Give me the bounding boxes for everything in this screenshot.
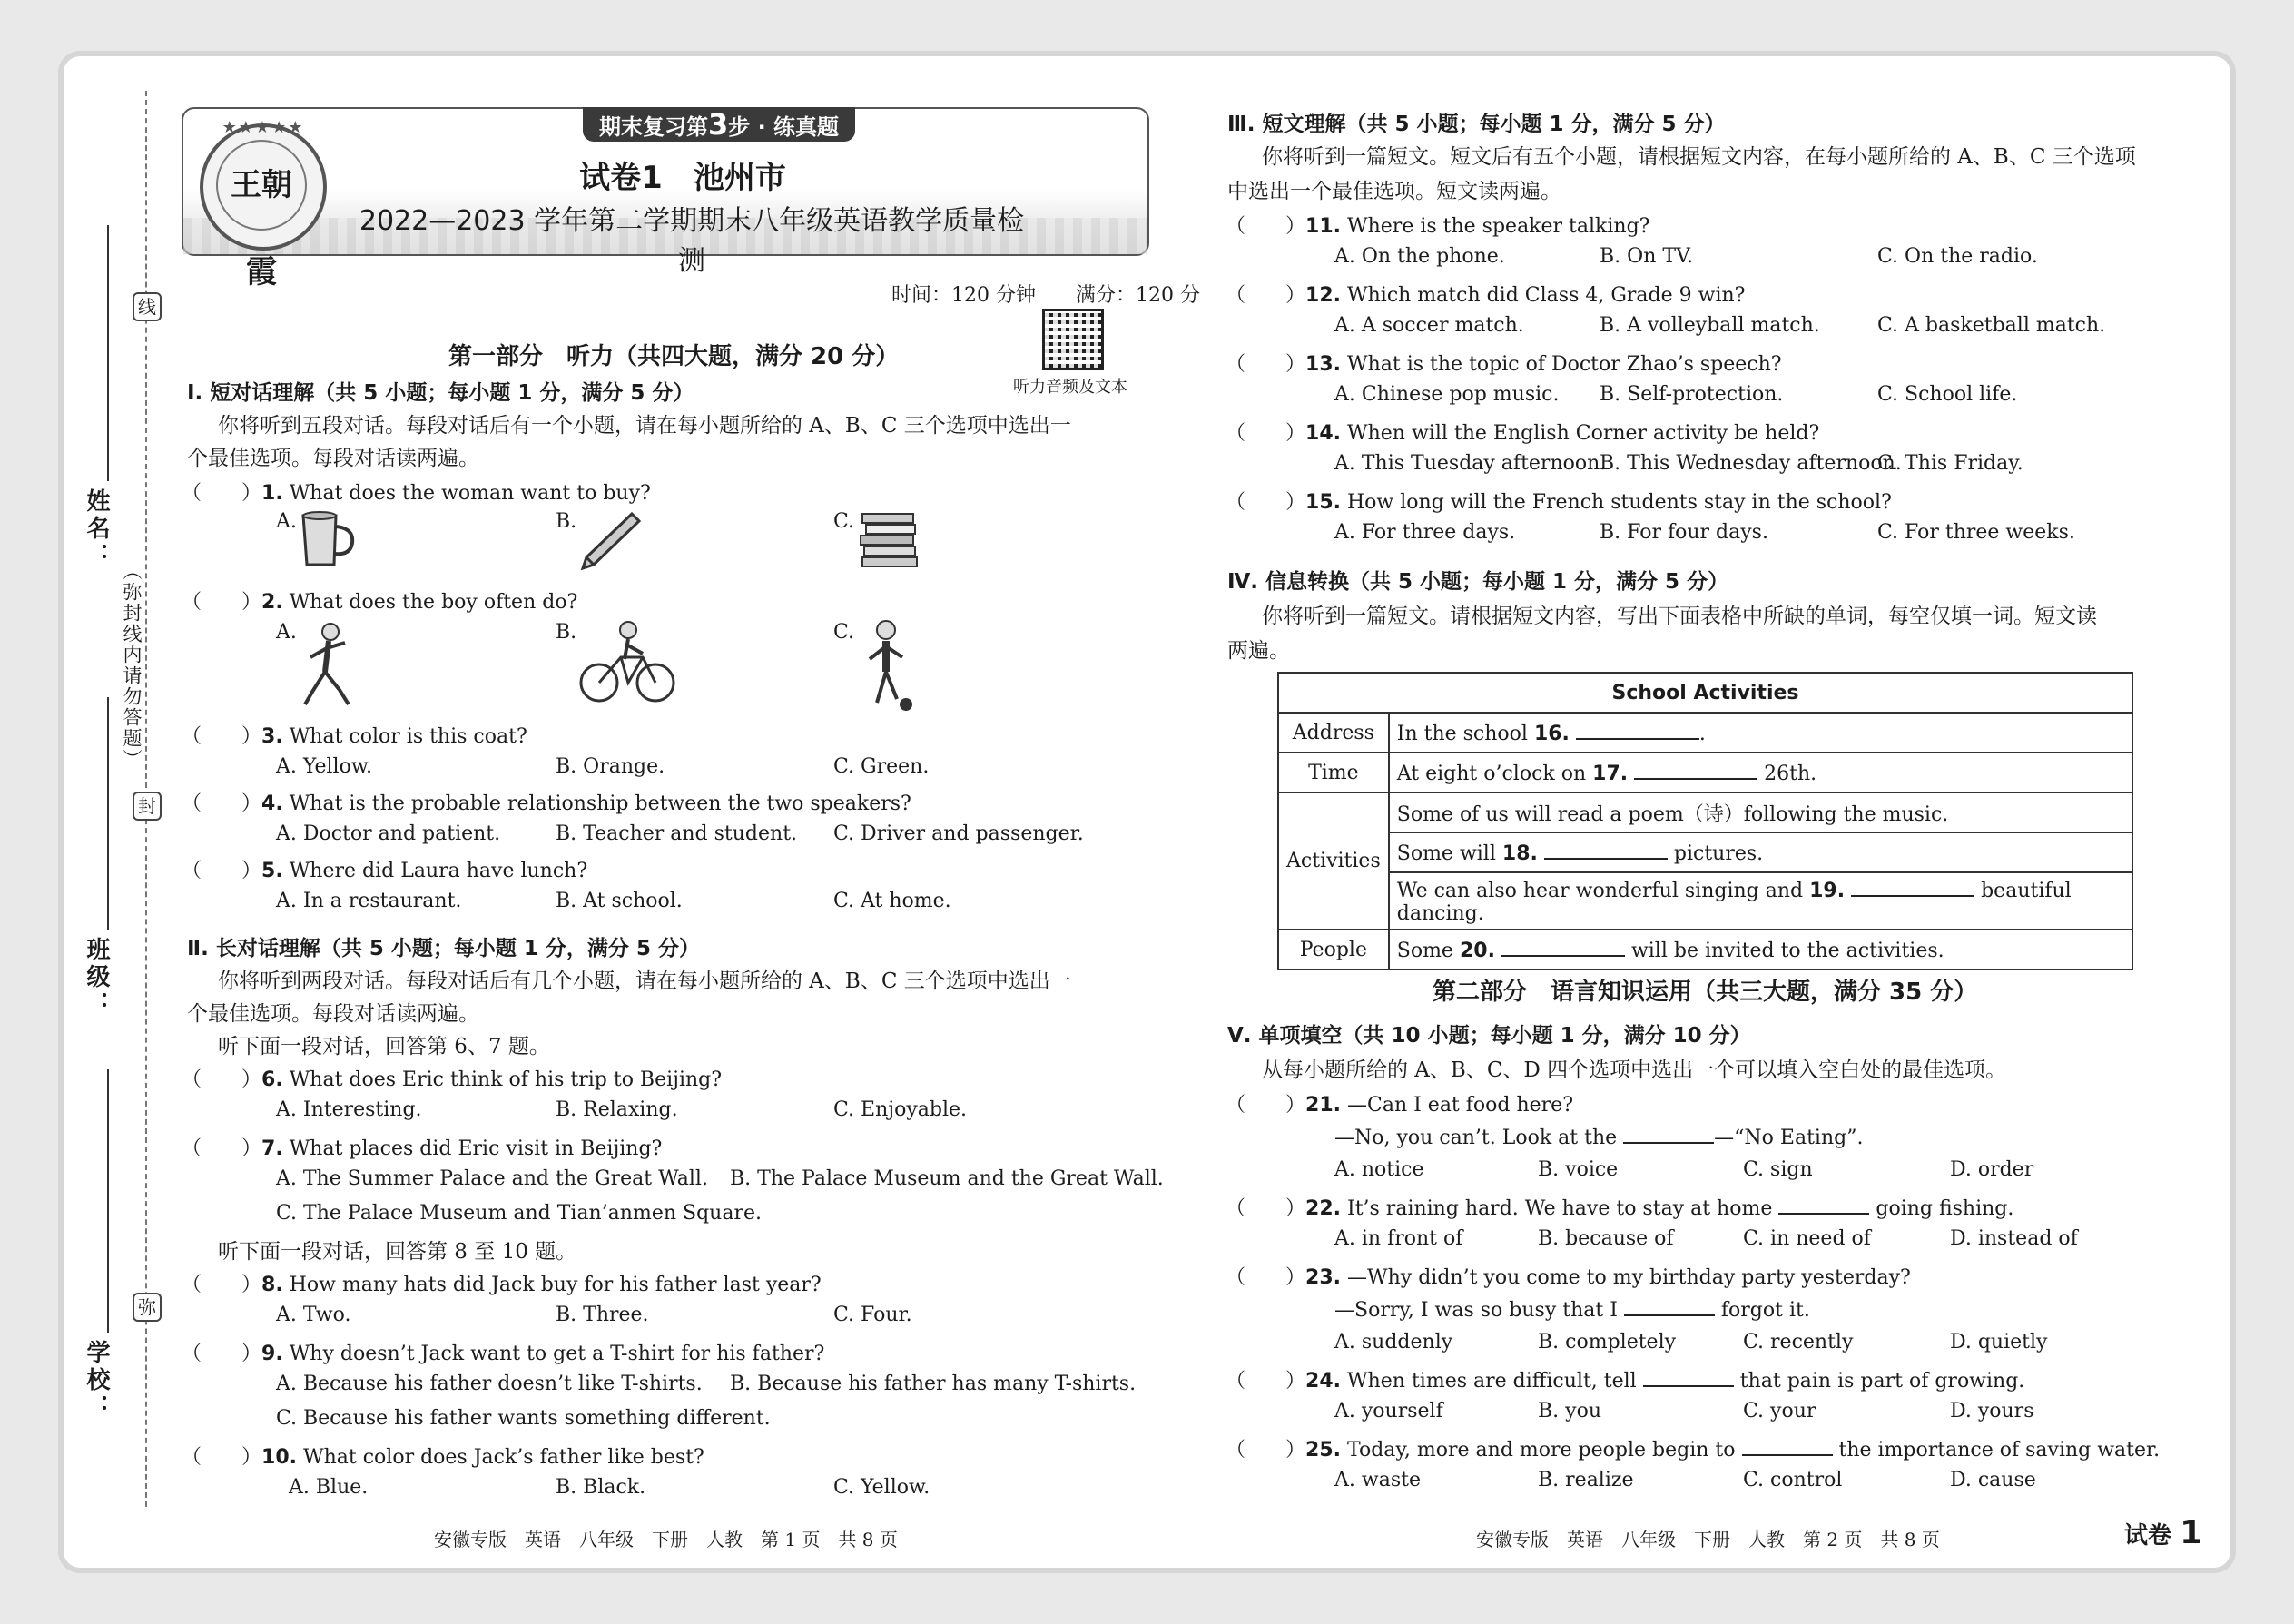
answer-paren[interactable]: （ ） bbox=[182, 482, 262, 505]
question-24: （ ）24. When times are difficult, tell that pain is part of growing. bbox=[1226, 1365, 2024, 1393]
question-6: （ ）6. What does Eric think of his trip to Beijing? bbox=[182, 1068, 723, 1091]
q10-option-b[interactable]: B. Black. bbox=[556, 1476, 646, 1499]
q3-option-a[interactable]: A. Yellow. bbox=[276, 755, 373, 778]
school-field[interactable] bbox=[107, 1069, 109, 1333]
row-value-activity-2: Some will 18. pictures. bbox=[1389, 832, 2132, 872]
question-22: （ ）22. It’s raining hard. We have to stay at home going fishing. bbox=[1226, 1193, 2013, 1221]
q21-option-b[interactable]: B. voice bbox=[1538, 1158, 1619, 1181]
q23-option-d[interactable]: D. quietly bbox=[1950, 1331, 2048, 1353]
cycling-boy-icon bbox=[577, 617, 677, 708]
blank-17[interactable] bbox=[1634, 760, 1757, 780]
question-4: （ ）4. What is the probable relationship between the two speakers? bbox=[182, 792, 911, 815]
section1-instr-1: 你将听到五段对话。每段对话后有一个小题，请在每小题所给的 A、B、C 三个选项中选出一 bbox=[218, 414, 1071, 438]
question-12: （ ）12. Which match did Class 4, Grade 9 win? bbox=[1226, 284, 1746, 307]
q4-option-c[interactable]: C. Driver and passenger. bbox=[833, 822, 1084, 845]
answer-paren[interactable]: （ ） bbox=[1226, 1094, 1306, 1117]
q5-option-a[interactable]: A. In a restaurant. bbox=[276, 890, 462, 912]
q1-option-c[interactable]: C. bbox=[833, 510, 855, 533]
q25-option-b[interactable]: B. realize bbox=[1538, 1469, 1634, 1491]
q3-option-c[interactable]: C. Green. bbox=[833, 755, 930, 778]
q21-line-2: —No, you can’t. Look at the —“No Eating”. bbox=[1334, 1124, 1863, 1149]
q8-option-a[interactable]: A. Two. bbox=[276, 1304, 351, 1326]
school-activities-table bbox=[1277, 672, 2133, 970]
q15-option-b[interactable]: B. For four days. bbox=[1600, 521, 1768, 544]
answer-paren[interactable]: （ ） bbox=[1226, 422, 1306, 445]
q7-option-b[interactable]: B. The Palace Museum and the Great Wall. bbox=[730, 1167, 1164, 1190]
table-row bbox=[1278, 930, 2132, 969]
answer-paren[interactable]: （ ） bbox=[182, 1068, 262, 1091]
q24-option-a[interactable]: A. yourself bbox=[1334, 1400, 1443, 1422]
running-boy-icon bbox=[296, 621, 359, 712]
answer-paren[interactable]: （ ） bbox=[182, 860, 262, 882]
q10-option-a[interactable]: A. Blue. bbox=[289, 1476, 369, 1499]
section1-instr-2: 个最佳选项。每段对话读两遍。 bbox=[187, 447, 479, 470]
q23-option-a[interactable]: A. suddenly bbox=[1334, 1331, 1453, 1353]
name-field[interactable] bbox=[107, 225, 109, 481]
section3-instr-1: 你将听到一篇短文。短文后有五个小题，请根据短文内容，在每小题所给的 A、B、C 三个选项 bbox=[1262, 145, 2136, 169]
class-field[interactable] bbox=[107, 697, 109, 930]
section2-lead-2: 听下面一段对话，回答第 8 至 10 题。 bbox=[218, 1240, 577, 1264]
answer-paren[interactable]: （ ） bbox=[1226, 353, 1306, 376]
blank-21[interactable] bbox=[1623, 1124, 1714, 1144]
q15-option-c[interactable]: C. For three weeks. bbox=[1877, 521, 2075, 544]
answer-paren[interactable]: （ ） bbox=[182, 591, 262, 614]
football-boy-icon bbox=[857, 619, 921, 714]
question-8: （ ）8. How many hats did Jack buy for his father last year? bbox=[182, 1274, 822, 1296]
seal-note: （弥封线内请勿答题） bbox=[121, 561, 143, 770]
paper-subtitle: 2022—2023 学年第二学期期末八年级英语教学质量检测 bbox=[359, 205, 1025, 277]
q13-option-b[interactable]: B. Self-protection. bbox=[1600, 383, 1784, 406]
table-row bbox=[1278, 792, 2132, 832]
answer-paren[interactable]: （ ） bbox=[1226, 215, 1306, 238]
q6-option-a[interactable]: A. Interesting. bbox=[276, 1098, 422, 1121]
q22-option-c[interactable]: C. in need of bbox=[1743, 1227, 1871, 1250]
q1-option-b[interactable]: B. bbox=[556, 510, 577, 533]
q23-option-c[interactable]: C. recently bbox=[1743, 1331, 1854, 1353]
q6-option-c[interactable]: C. Enjoyable. bbox=[833, 1098, 968, 1121]
row-label-time: Time bbox=[1278, 753, 1389, 792]
answer-paren[interactable]: （ ） bbox=[1226, 1197, 1306, 1220]
answer-paren[interactable]: （ ） bbox=[182, 1343, 262, 1365]
q14-option-c[interactable]: C. This Friday. bbox=[1877, 452, 2023, 475]
row-label-activities: Activities bbox=[1278, 792, 1389, 930]
blank-19[interactable] bbox=[1851, 877, 1974, 897]
question-10: （ ）10. What color does Jack’s father like best? bbox=[182, 1446, 704, 1469]
review-step-badge: 期末复习第3步 · 练真题 bbox=[583, 107, 855, 142]
question-14: （ ）14. When will the English Corner activity be held? bbox=[1226, 422, 1820, 445]
question-5: （ ）5. Where did Laura have lunch? bbox=[182, 860, 588, 882]
q2-option-b[interactable]: B. bbox=[556, 621, 577, 644]
section5-title: Ⅴ. 单项填空（共 10 小题；每小题 1 分，满分 10 分） bbox=[1227, 1024, 1751, 1048]
blank-20[interactable] bbox=[1501, 937, 1625, 957]
section3-title: Ⅲ. 短文理解（共 5 小题；每小题 1 分，满分 5 分） bbox=[1227, 113, 1726, 136]
answer-paren[interactable]: （ ） bbox=[1226, 1370, 1306, 1393]
section2-title: Ⅱ. 长对话理解（共 5 小题；每小题 1 分，满分 5 分） bbox=[187, 937, 700, 960]
row-value-people: Some 20. will be invited to the activities. bbox=[1389, 930, 2132, 969]
q22-option-a[interactable]: A. in front of bbox=[1334, 1227, 1463, 1250]
row-label-people: People bbox=[1278, 930, 1389, 969]
section2-instr-2: 个最佳选项。每段对话读两遍。 bbox=[187, 1002, 479, 1026]
seal-mark-mid: 封 bbox=[133, 792, 162, 821]
q2-option-a[interactable]: A. bbox=[276, 621, 297, 644]
q7-option-a[interactable]: A. The Summer Palace and the Great Wall. bbox=[276, 1167, 708, 1190]
part2-title: 第二部分 语言知识运用（共三大题，满分 35 分） bbox=[1433, 979, 1978, 1006]
q4-option-b[interactable]: B. Teacher and student. bbox=[556, 822, 798, 845]
q10-option-c[interactable]: C. Yellow. bbox=[833, 1476, 930, 1499]
q9-option-a[interactable]: A. Because his father doesn’t like T-shirts. bbox=[276, 1373, 703, 1395]
seal-mark-bottom: 弥 bbox=[133, 1293, 162, 1322]
row-value-activity-1: Some of us will read a poem（诗）following the music. bbox=[1389, 792, 2132, 832]
table-row bbox=[1278, 713, 2132, 753]
school-label: 学校： bbox=[83, 1340, 110, 1422]
q9-option-c[interactable]: C. Because his father wants something different. bbox=[276, 1407, 771, 1430]
q22-option-b[interactable]: B. because of bbox=[1538, 1227, 1674, 1250]
answer-paren[interactable]: （ ） bbox=[182, 1274, 262, 1296]
q21-option-a[interactable]: A. notice bbox=[1334, 1158, 1424, 1181]
q8-option-b[interactable]: B. Three. bbox=[556, 1304, 649, 1326]
name-label: 姓名： bbox=[83, 488, 110, 570]
section2-lead-1: 听下面一段对话，回答第 6、7 题。 bbox=[218, 1035, 550, 1058]
q12-option-a[interactable]: A. A soccer match. bbox=[1334, 314, 1524, 337]
section4-instr-1: 你将听到一篇短文。请根据短文内容，写出下面表格中所缺的单词，每空仅填一词。短文读 bbox=[1262, 605, 2097, 628]
q24-option-c[interactable]: C. your bbox=[1743, 1400, 1816, 1422]
q8-option-c[interactable]: C. Four. bbox=[833, 1304, 912, 1326]
q9-option-b[interactable]: B. Because his father has many T-shirts. bbox=[730, 1373, 1137, 1395]
q25-option-d[interactable]: D. cause bbox=[1950, 1469, 2036, 1491]
q11-option-a[interactable]: A. On the phone. bbox=[1334, 245, 1505, 268]
q11-option-b[interactable]: B. On TV. bbox=[1600, 245, 1694, 268]
blank-18[interactable] bbox=[1544, 840, 1668, 860]
answer-paren[interactable]: （ ） bbox=[1226, 284, 1306, 307]
q24-option-d[interactable]: D. yours bbox=[1950, 1400, 2034, 1422]
q3-option-b[interactable]: B. Orange. bbox=[556, 755, 665, 778]
q23-option-b[interactable]: B. completely bbox=[1538, 1331, 1677, 1353]
q22-option-d[interactable]: D. instead of bbox=[1950, 1227, 2078, 1250]
question-7: （ ）7. What places did Eric visit in Beijing? bbox=[182, 1137, 663, 1160]
q15-option-a[interactable]: A. For three days. bbox=[1334, 521, 1516, 544]
pen-icon bbox=[577, 508, 641, 572]
q21-option-d[interactable]: D. order bbox=[1950, 1158, 2034, 1181]
header-banner bbox=[182, 107, 1149, 290]
section2-instr-1: 你将听到两段对话。每段对话后有几个小题，请在每小题所给的 A、B、C 三个选项中选出一 bbox=[218, 969, 1071, 993]
logo-stars: ★★★★★ bbox=[222, 118, 305, 137]
answer-paren[interactable]: （ ） bbox=[182, 725, 262, 748]
q25-option-c[interactable]: C. control bbox=[1743, 1469, 1843, 1491]
question-9: （ ）9. Why doesn’t Jack want to get a T-shirt for his father? bbox=[182, 1343, 825, 1365]
paper-number-tag: 试卷 1 bbox=[2124, 1514, 2203, 1551]
footer-left: 安徽专版 英语 八年级 下册 人教 第 1 页 共 8 页 bbox=[434, 1529, 898, 1550]
class-label: 班级： bbox=[83, 937, 110, 1019]
q25-option-a[interactable]: A. waste bbox=[1334, 1469, 1421, 1491]
answer-paren[interactable]: （ ） bbox=[182, 792, 262, 815]
q23-line-2: —Sorry, I was so busy that I forgot it. bbox=[1334, 1296, 1810, 1322]
question-15: （ ）15. How long will the French students stay in the school? bbox=[1226, 491, 1892, 514]
blank-22[interactable] bbox=[1778, 1195, 1869, 1215]
blank-23[interactable] bbox=[1624, 1296, 1715, 1316]
q2-option-c[interactable]: C. bbox=[833, 621, 855, 644]
mug-icon bbox=[296, 508, 359, 572]
blank-16[interactable] bbox=[1576, 720, 1699, 740]
q12-option-c[interactable]: C. A basketball match. bbox=[1877, 314, 2106, 337]
answer-paren[interactable]: （ ） bbox=[182, 1446, 262, 1469]
section1-title: Ⅰ. 短对话理解（共 5 小题；每小题 1 分，满分 5 分） bbox=[187, 381, 694, 405]
section4-title: Ⅳ. 信息转换（共 5 小题；每小题 1 分，满分 5 分） bbox=[1227, 570, 1729, 594]
question-11: （ ）11. Where is the speaker talking? bbox=[1226, 215, 1650, 238]
q5-option-c[interactable]: C. At home. bbox=[833, 890, 951, 912]
answer-paren[interactable]: （ ） bbox=[1226, 1439, 1306, 1462]
blank-25[interactable] bbox=[1742, 1436, 1833, 1456]
question-2: （ ）2. What does the boy often do? bbox=[182, 591, 578, 614]
seal-mark-top: 线 bbox=[133, 292, 162, 321]
answer-paren[interactable]: （ ） bbox=[1226, 491, 1306, 514]
row-value-address: In the school 16. . bbox=[1389, 713, 2132, 753]
brand-logo bbox=[200, 118, 327, 290]
table-row bbox=[1278, 832, 2132, 872]
qr-code-icon[interactable] bbox=[1042, 309, 1104, 370]
q13-option-c[interactable]: C. School life. bbox=[1877, 383, 2018, 406]
table-title: School Activities bbox=[1278, 673, 2132, 713]
section5-instr: 从每小题所给的 A、B、C、D 四个选项中选出一个可以填入空白处的最佳选项。 bbox=[1262, 1058, 2007, 1082]
question-23: （ ）23. —Why didn’t you come to my birthday party yesterday? bbox=[1226, 1266, 1911, 1289]
table-row bbox=[1278, 753, 2132, 792]
row-label-address: Address bbox=[1278, 713, 1389, 753]
q1-option-a[interactable]: A. bbox=[276, 510, 297, 533]
section3-instr-2: 中选出一个最佳选项。短文读两遍。 bbox=[1227, 180, 1561, 203]
blank-24[interactable] bbox=[1643, 1367, 1734, 1387]
q5-option-b[interactable]: B. At school. bbox=[556, 890, 683, 912]
logo-text: 王朝霞 bbox=[216, 140, 307, 231]
question-3: （ ）3. What color is this coat? bbox=[182, 725, 527, 748]
q12-option-b[interactable]: B. A volleyball match. bbox=[1600, 314, 1820, 337]
table-row bbox=[1278, 872, 2132, 930]
books-icon bbox=[857, 507, 921, 570]
q6-option-b[interactable]: B. Relaxing. bbox=[556, 1098, 678, 1121]
question-21: （ ）21. —Can I eat food here? bbox=[1226, 1094, 1573, 1117]
answer-paren[interactable]: （ ） bbox=[182, 1137, 262, 1160]
q14-option-a[interactable]: A. This Tuesday afternoon. bbox=[1334, 452, 1607, 475]
q11-option-c[interactable]: C. On the radio. bbox=[1877, 245, 2038, 268]
q4-option-a[interactable]: A. Doctor and patient. bbox=[276, 822, 501, 845]
q21-option-c[interactable]: C. sign bbox=[1743, 1158, 1813, 1181]
footer-right: 安徽专版 英语 八年级 下册 人教 第 2 页 共 8 页 bbox=[1476, 1529, 1940, 1550]
part1-title: 第一部分 听力（共四大题，满分 20 分） bbox=[448, 343, 900, 370]
question-1: （ ）1. What does the woman want to buy? bbox=[182, 482, 651, 505]
q24-option-b[interactable]: B. you bbox=[1538, 1400, 1601, 1422]
answer-paren[interactable]: （ ） bbox=[1226, 1266, 1306, 1289]
time-info: 时间：120 分钟 满分：120 分 bbox=[891, 284, 1200, 307]
section4-instr-2: 两遍。 bbox=[1227, 639, 1290, 663]
paper-title: 试卷1 池州市 bbox=[579, 160, 786, 196]
row-value-activity-3: We can also hear wonderful singing and 19. beautiful dancing. bbox=[1389, 872, 2132, 930]
qr-caption: 听力音频及文本 bbox=[1013, 378, 1127, 397]
q13-option-a[interactable]: A. Chinese pop music. bbox=[1334, 383, 1560, 406]
question-25: （ ）25. Today, more and more people begin to the importance of saving water. bbox=[1226, 1434, 2160, 1462]
row-value-time: At eight o’clock on 17. 26th. bbox=[1389, 753, 2132, 792]
question-13: （ ）13. What is the topic of Doctor Zhao’s speech? bbox=[1226, 353, 1782, 376]
q14-option-b[interactable]: B. This Wednesday afternoon. bbox=[1600, 452, 1902, 475]
q7-option-c[interactable]: C. The Palace Museum and Tian’anmen Square. bbox=[276, 1202, 762, 1225]
